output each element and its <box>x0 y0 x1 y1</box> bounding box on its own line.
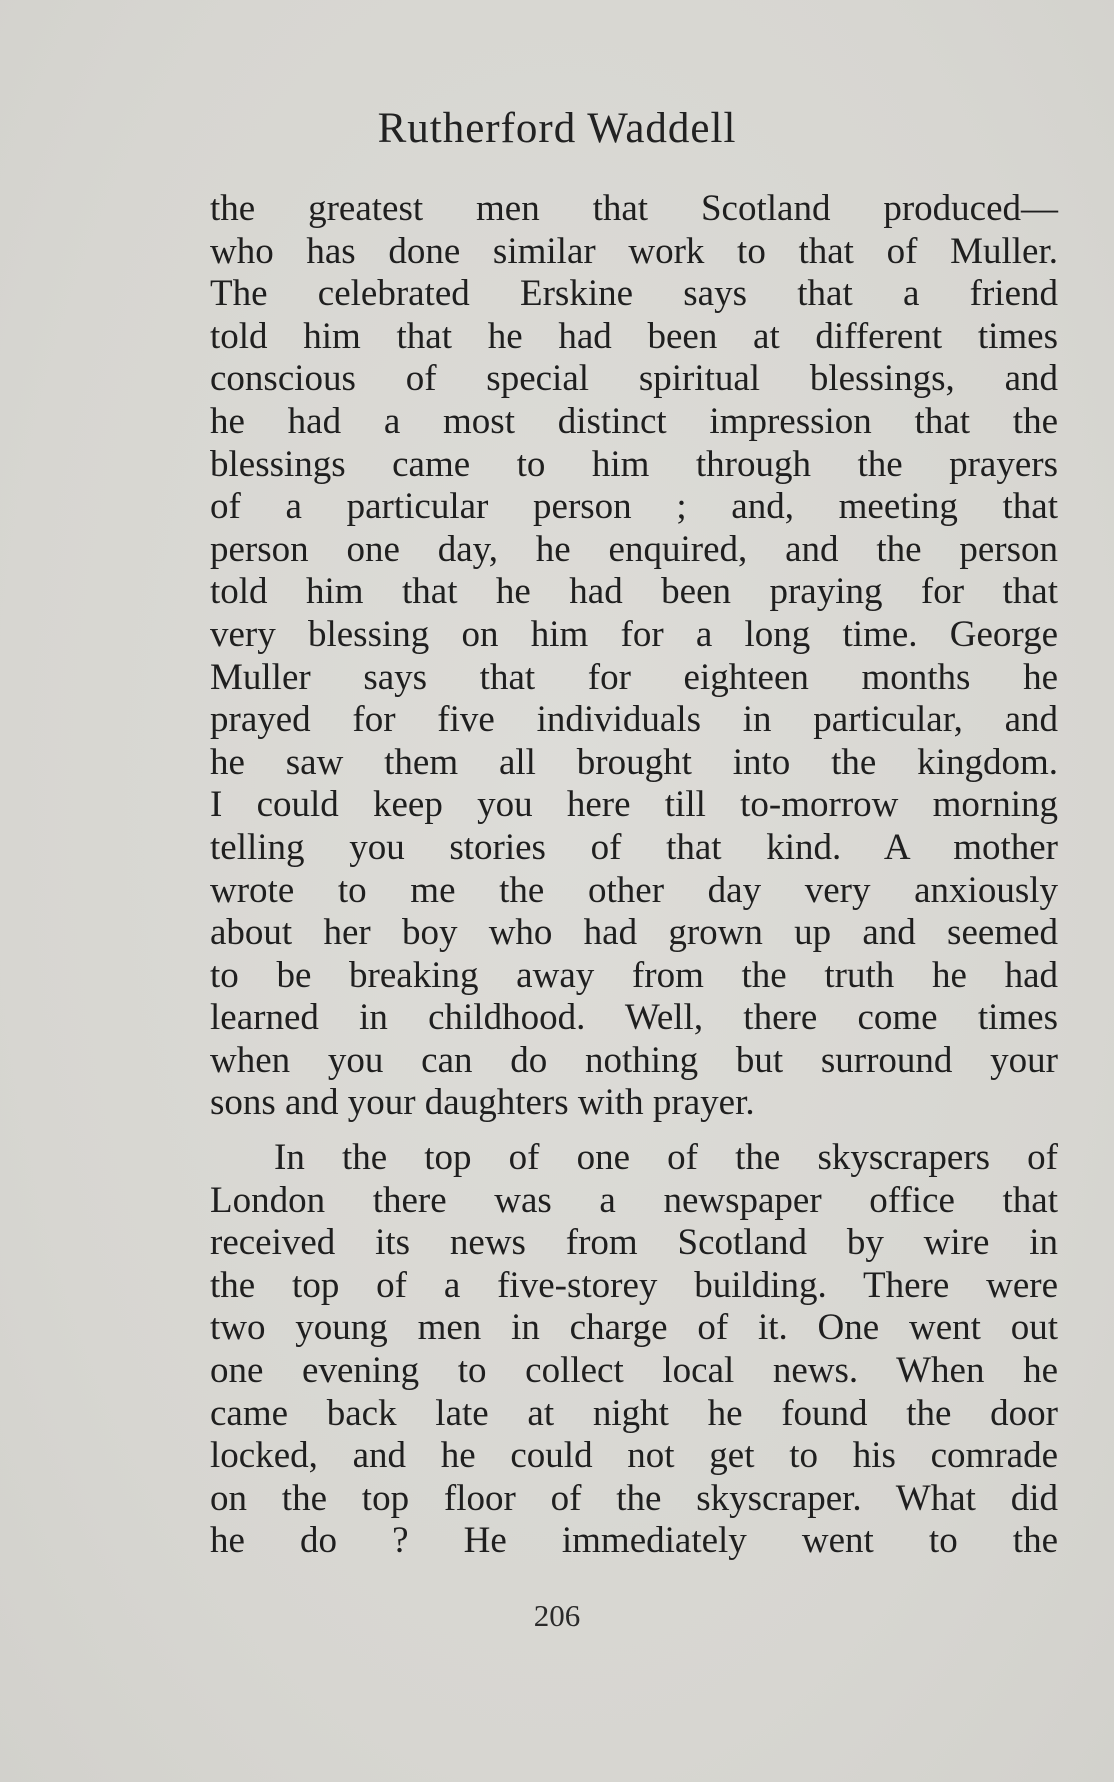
text-line: The celebrated Erskine says that a friend <box>210 273 1058 315</box>
text-line: told him that he had been praying for that <box>210 571 1058 613</box>
paragraph-2 <box>210 1137 1058 1563</box>
body-text <box>210 188 1058 1563</box>
paragraph-gap <box>210 1125 1058 1137</box>
text-line: blessings came to him through the prayers <box>210 443 1058 485</box>
text-line: he saw them all brought into the kingdom. <box>210 741 1058 783</box>
text-line: of a particular person ; and, meeting that <box>210 486 1058 528</box>
text-line: I could keep you here till to-morrow morning <box>210 784 1058 826</box>
text-line: who has done similar work to that of Muller. <box>210 230 1058 272</box>
text-line: he do ? He immediately went to the <box>210 1520 1058 1562</box>
text-line: In the top of one of the skyscrapers of <box>274 1137 1058 1179</box>
text-line: the top of a five-storey building. There were <box>210 1264 1058 1306</box>
text-line: he had a most distinct impression that the <box>210 400 1058 442</box>
text-line: told him that he had been at different times <box>210 315 1058 357</box>
text-line: Muller says that for eighteen months he <box>210 656 1058 698</box>
text-line: on the top floor of the skyscraper. What did <box>210 1477 1058 1519</box>
running-title: Rutherford Waddell <box>377 105 737 152</box>
text-line: London there was a newspaper office that <box>210 1179 1058 1221</box>
text-line: two young men in charge of it. One went out <box>210 1307 1058 1349</box>
text-line: locked, and he could not get to his comrade <box>210 1435 1058 1477</box>
text-line: to be breaking away from the truth he had <box>210 954 1058 996</box>
text-line: sons and your daughters with prayer. <box>210 1082 755 1124</box>
page-number: 206 <box>533 1598 581 1633</box>
text-line: about her boy who had grown up and seemed <box>210 912 1058 954</box>
text-line: telling you stories of that kind. A mother <box>210 826 1058 868</box>
text-line: one evening to collect local news. When he <box>210 1350 1058 1392</box>
text-line: the greatest men that Scotland produced— <box>210 188 1058 229</box>
text-line: learned in childhood. Well, there come times <box>210 997 1058 1039</box>
paragraph-1 <box>210 188 1058 1125</box>
text-line: when you can do nothing but surround your <box>210 1039 1058 1081</box>
text-line: very blessing on him for a long time. George <box>210 613 1058 655</box>
text-line: wrote to me the other day very anxiously <box>210 869 1058 911</box>
text-line: person one day, he enquired, and the person <box>210 528 1058 570</box>
text-line: received its news from Scotland by wire in <box>210 1222 1058 1264</box>
text-line: came back late at night he found the door <box>210 1392 1058 1434</box>
text-line: conscious of special spiritual blessings, and <box>210 358 1058 400</box>
text-line: prayed for five individuals in particular, and <box>210 699 1058 741</box>
